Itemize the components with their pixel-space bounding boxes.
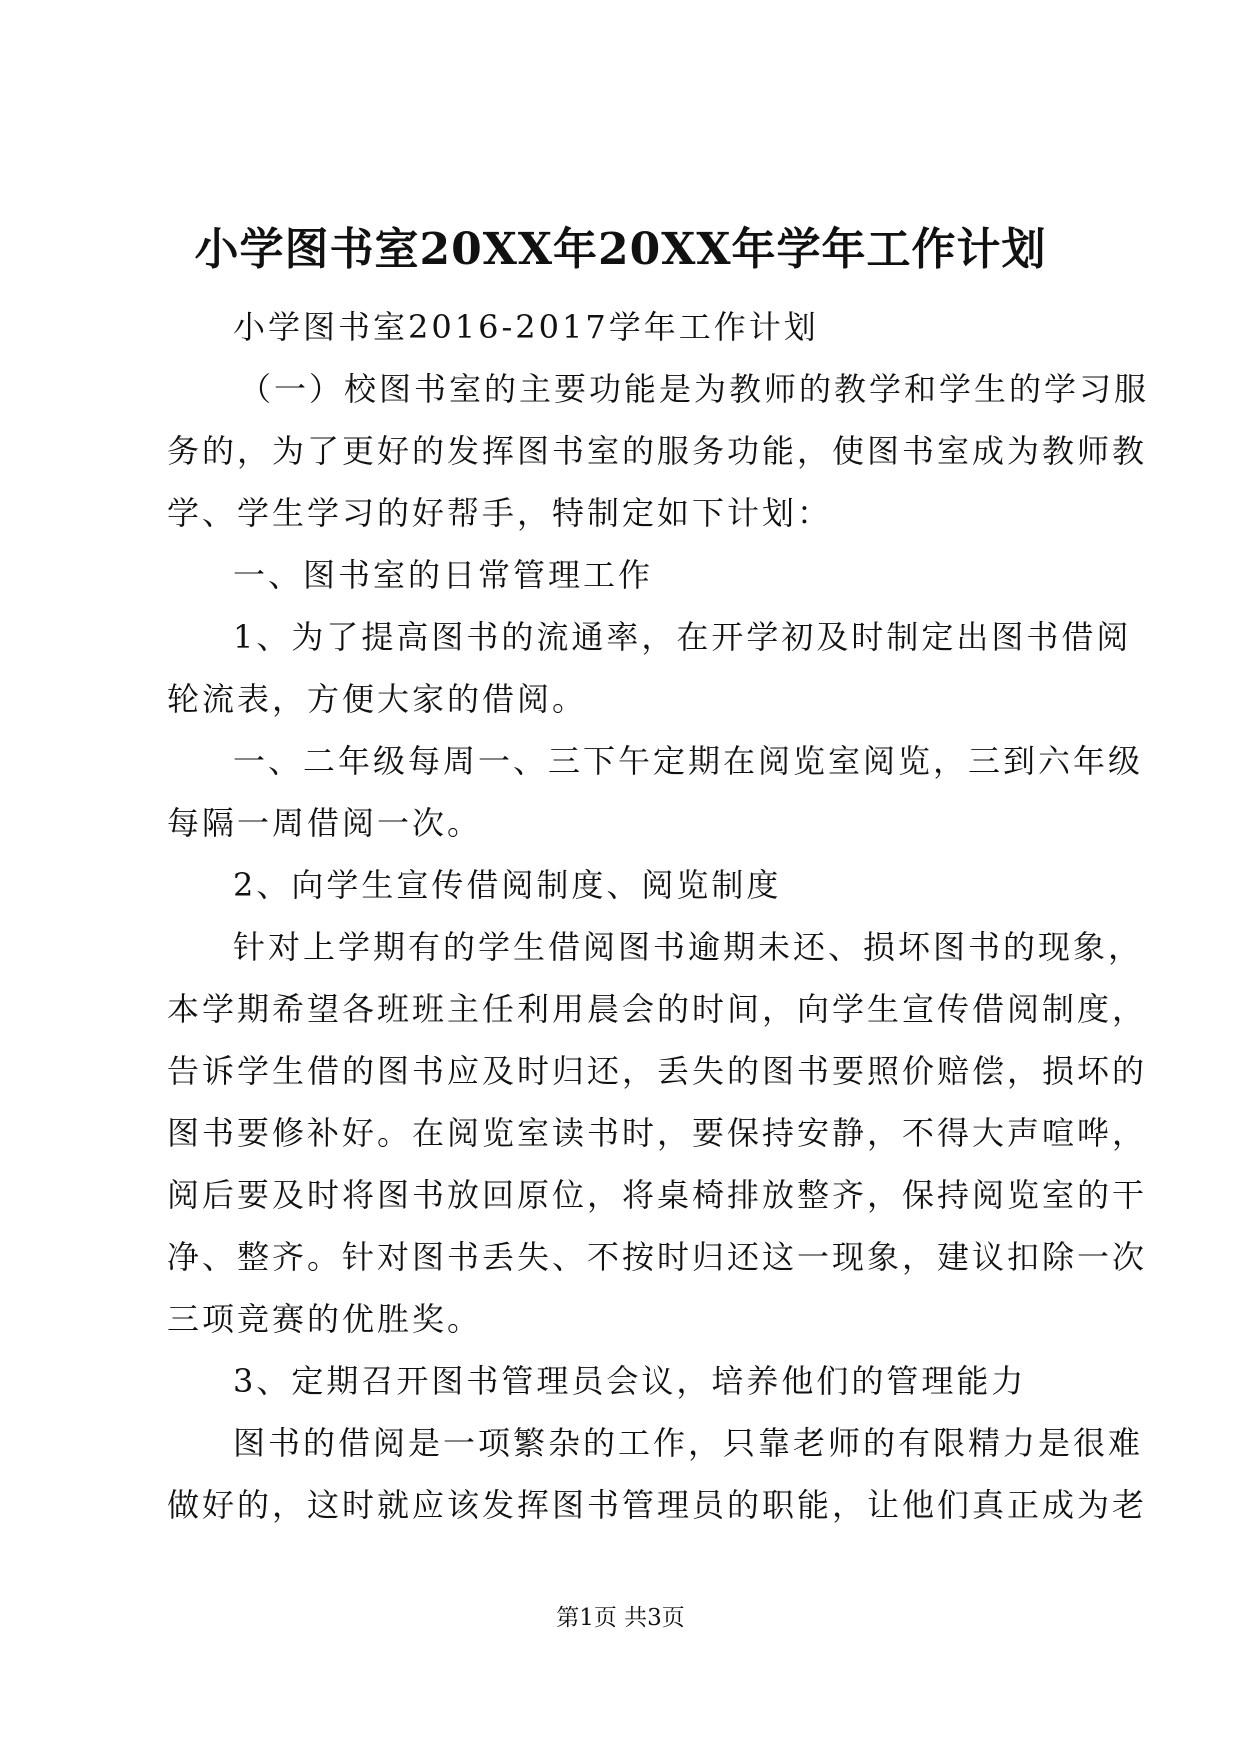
paragraph-line: 轮流表，方便大家的借阅。: [167, 680, 588, 718]
paragraph-line: 每隔一周借阅一次。: [167, 804, 483, 842]
paragraph-line: 针对上学期有的学生借阅图书逾期未还、损坏图书的现象，: [233, 928, 1144, 966]
paragraph-line: 1、为了提高图书的流通率，在开学初及时制定出图书借阅: [233, 618, 1132, 656]
paragraph-line: 阅后要及时将图书放回原位，将桌椅排放整齐，保持阅览室的干: [167, 1176, 1148, 1214]
paragraph-line: 做好的，这时就应该发挥图书管理员的职能，让他们真正成为老: [167, 1486, 1148, 1524]
paragraph-line: 图书的借阅是一项繁杂的工作，只靠老师的有限精力是很难: [233, 1424, 1144, 1462]
paragraph-line: 三项竞赛的优胜奖。: [167, 1300, 483, 1338]
page-number-footer: 第1页 共3页: [556, 1605, 685, 1631]
subsection-heading: 3、定期召开图书管理员会议，培养他们的管理能力: [233, 1362, 1027, 1400]
paragraph-line: 务的，为了更好的发挥图书室的服务功能，使图书室成为教师教: [167, 432, 1148, 470]
paragraph-line: 净、整齐。针对图书丢失、不按时归还这一现象，建议扣除一次: [167, 1238, 1148, 1276]
section-heading: 一、图书室的日常管理工作: [233, 556, 654, 594]
document-body: [167, 296, 1150, 1536]
paragraph-line: 告诉学生借的图书应及时归还，丢失的图书要照价赔偿，损坏的: [167, 1052, 1148, 1090]
paragraph-line: 小学图书室2016-2017学年工作计划: [233, 308, 819, 346]
paragraph-line: 图书要修补好。在阅览室读书时，要保持安静，不得大声喧哗，: [167, 1114, 1148, 1152]
paragraph-line: 一、二年级每周一、三下午定期在阅览室阅览，三到六年级: [233, 742, 1144, 780]
subsection-heading: 2、向学生宣传借阅制度、阅览制度: [233, 866, 782, 904]
paragraph-line: 本学期希望各班班主任利用晨会的时间，向学生宣传借阅制度，: [167, 990, 1148, 1028]
paragraph-line: （一）校图书室的主要功能是为教师的教学和学生的学习服: [239, 370, 1150, 408]
document-title: 小学图书室20XX年20XX年学年工作计划: [194, 224, 1047, 275]
paragraph-line: 学、学生学习的好帮手，特制定如下计划：: [167, 494, 833, 532]
